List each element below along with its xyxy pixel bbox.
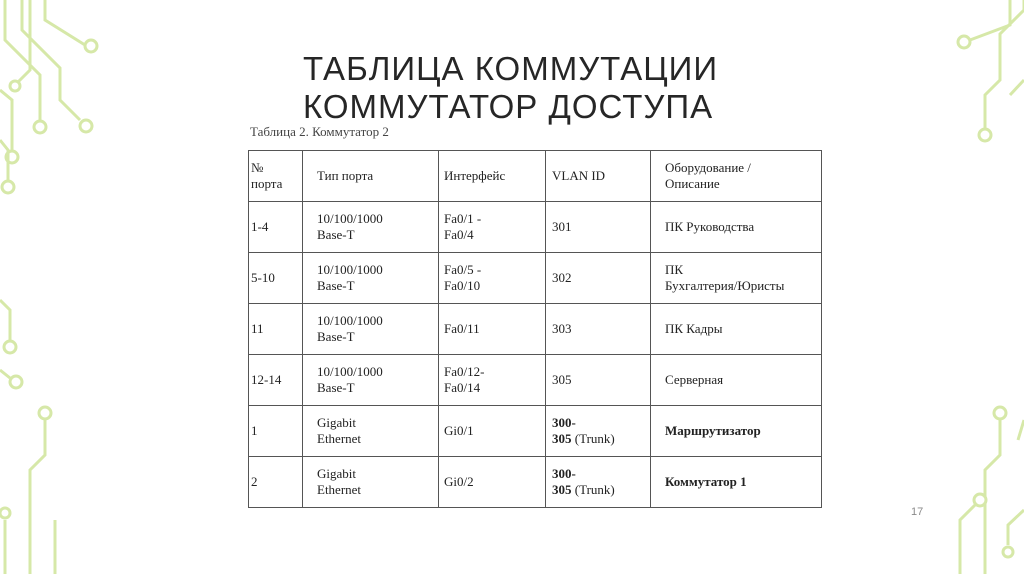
cell-port: 1-4 xyxy=(249,202,303,253)
table-caption: Таблица 2. Коммутатор 2 xyxy=(250,124,389,139)
cell-interface: Gi0/1 xyxy=(439,406,546,457)
cell-vlan: 301 xyxy=(546,202,651,253)
cell-interface: Fa0/5 - Fa0/10 xyxy=(439,253,546,304)
table-header-row xyxy=(249,151,822,202)
cell-interface: Fa0/1 - Fa0/4 xyxy=(439,202,546,253)
table-row xyxy=(249,253,822,304)
slide-title-line2: КОММУТАТОР ДОСТУПА xyxy=(303,88,714,125)
cell-equipment: Коммутатор 1 xyxy=(651,457,822,508)
header-port-no: № порта xyxy=(249,151,303,202)
cell-vlan: 300- 305 (Trunk) xyxy=(546,406,651,457)
page-number: 17 xyxy=(911,506,924,518)
cell-equipment: Маршрутизатор xyxy=(651,406,822,457)
cell-equipment: Серверная xyxy=(651,355,822,406)
cell-interface: Fa0/11 xyxy=(439,304,546,355)
cell-port: 1 xyxy=(249,406,303,457)
cell-interface: Fa0/12- Fa0/14 xyxy=(439,355,546,406)
cell-type: 10/100/1000 Base-T xyxy=(303,202,439,253)
cell-vlan: 300- 305 (Trunk) xyxy=(546,457,651,508)
cell-type: 10/100/1000 Base-T xyxy=(303,355,439,406)
table-row xyxy=(249,355,822,406)
cell-port: 5-10 xyxy=(249,253,303,304)
cell-equipment: ПК Бухгалтерия/Юристы xyxy=(651,253,822,304)
cell-vlan: 302 xyxy=(546,253,651,304)
cell-equipment: ПК Кадры xyxy=(651,304,822,355)
header-interface: Интерфейс xyxy=(439,151,546,202)
cell-port: 12-14 xyxy=(249,355,303,406)
header-port-type: Тип порта xyxy=(303,151,439,202)
cell-type: Gigabit Ethernet xyxy=(303,406,439,457)
switching-table xyxy=(248,150,822,508)
cell-interface: Gi0/2 xyxy=(439,457,546,508)
table-row xyxy=(249,304,822,355)
cell-type: 10/100/1000 Base-T xyxy=(303,304,439,355)
cell-port: 2 xyxy=(249,457,303,508)
cell-vlan: 305 xyxy=(546,355,651,406)
table-row xyxy=(249,457,822,508)
header-vlan-id: VLAN ID xyxy=(546,151,651,202)
cell-type: 10/100/1000 Base-T xyxy=(303,253,439,304)
table-row xyxy=(249,202,822,253)
cell-vlan: 303 xyxy=(546,304,651,355)
table-row xyxy=(249,406,822,457)
cell-port: 11 xyxy=(249,304,303,355)
header-equipment: Оборудование / Описание xyxy=(651,151,822,202)
cell-type: Gigabit Ethernet xyxy=(303,457,439,508)
cell-equipment: ПК Руководства xyxy=(651,202,822,253)
slide-title-line1: ТАБЛИЦА КОММУТАЦИИ xyxy=(303,50,719,87)
